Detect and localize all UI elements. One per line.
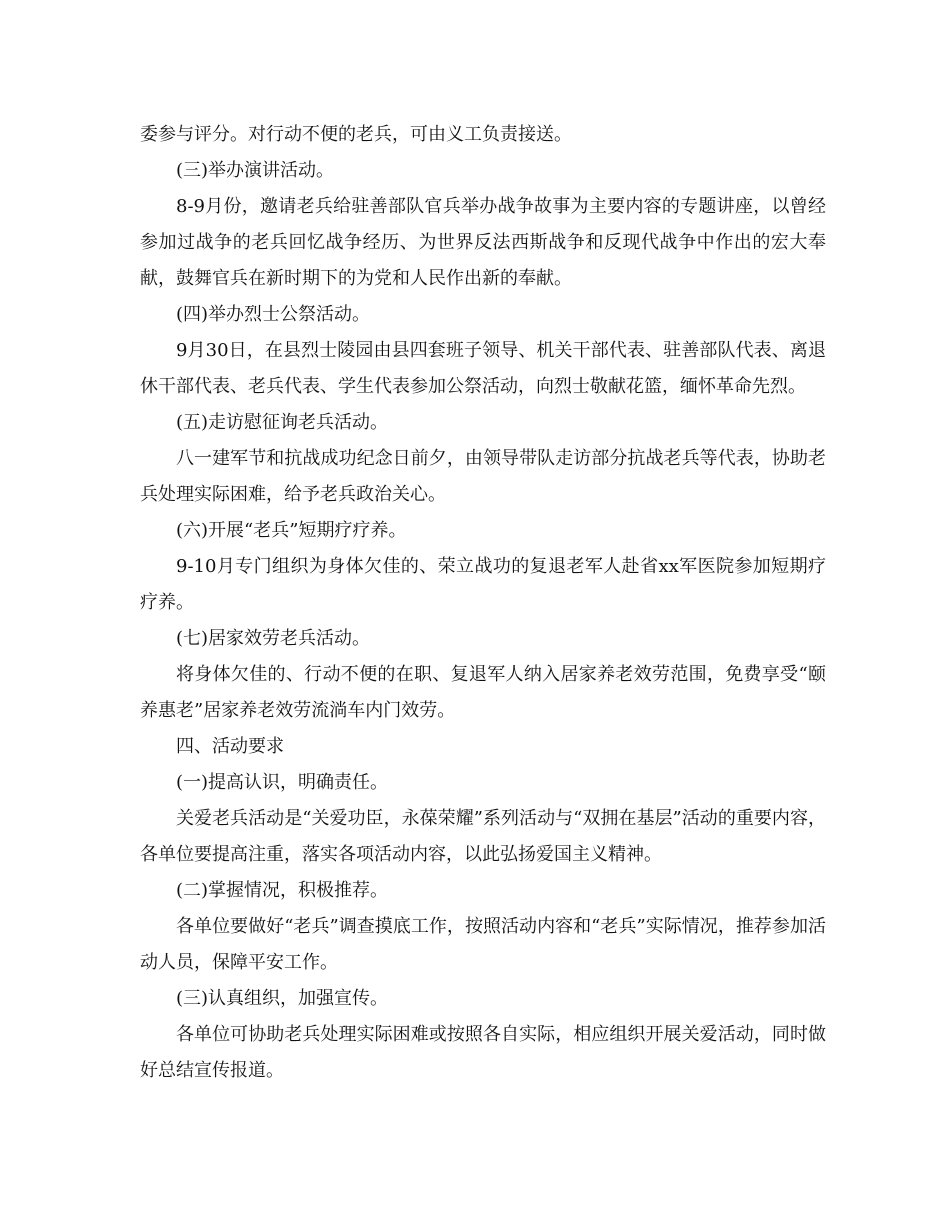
paragraph-recuperation: 9-10月专门组织为身体欠佳的、荣立战功的复退老军人赴省xx军医院参加短期疗疗养。: [140, 556, 826, 613]
requirement-heading-2: (二)掌握情况，积极推荐。: [176, 880, 389, 901]
paragraph-requirement-2: 各单位要做好“老兵”调查摸底工作，按照活动内容和“老兵”实际情况，推荐参加活动人员，保障平安工作。: [140, 916, 826, 973]
chapter-heading-requirements: 四、活动要求: [176, 736, 284, 757]
paragraph-speech-activity: 8-9月份，邀请老兵给驻善部队官兵举办战争故事为主要内容的专题讲座，以曾经参加过战争的老兵回忆战争经历、为世界反法西斯战争和反现代战争中作出的宏大奉献，鼓舞官兵在新时期下的为党和人民作出新的奉献。: [140, 196, 826, 289]
document-body: [140, 117, 826, 1089]
requirement-heading-3: (三)认真组织，加强宣传。: [176, 988, 389, 1009]
section-heading-5: (五)走访慰征询老兵活动。: [176, 412, 389, 433]
section-heading-3: (三)举办演讲活动。: [176, 160, 335, 181]
section-heading-7: (七)居家效劳老兵活动。: [176, 628, 371, 649]
requirement-heading-1: (一)提高认识，明确责任。: [176, 772, 389, 793]
paragraph-continuation: 委参与评分。对行动不便的老兵，可由义工负责接送。: [140, 124, 572, 145]
paragraph-visit-activity: 八一建军节和抗战成功纪念日前夕，由领导带队走访部分抗战老兵等代表，协助老兵处理实际困难，给予老兵政治关心。: [140, 448, 826, 505]
section-heading-6: (六)开展“老兵”短期疗疗养。: [176, 520, 407, 541]
paragraph-memorial-activity: 9月30日，在县烈士陵园由县四套班子领导、机关干部代表、驻善部队代表、离退休干部代表、老兵代表、学生代表参加公祭活动，向烈士敬献花篮，缅怀革命先烈。: [140, 340, 826, 397]
section-heading-4: (四)举办烈士公祭活动。: [176, 304, 371, 325]
paragraph-home-service: 将身体欠佳的、行动不便的在职、复退军人纳入居家养老效劳范围，免费享受“颐养惠老”居家养老效劳流淌车内门效劳。: [140, 664, 826, 721]
paragraph-requirement-1: 关爱老兵活动是“关爱功臣，永葆荣耀”系列活动与“双拥在基层”活动的重要内容，各单位要提高注重，落实各项活动内容，以此弘扬爱国主义精神。: [140, 808, 826, 865]
paragraph-requirement-3: 各单位可协助老兵处理实际困难或按照各自实际，相应组织开展关爱活动，同时做好总结宣传报道。: [140, 1024, 826, 1081]
